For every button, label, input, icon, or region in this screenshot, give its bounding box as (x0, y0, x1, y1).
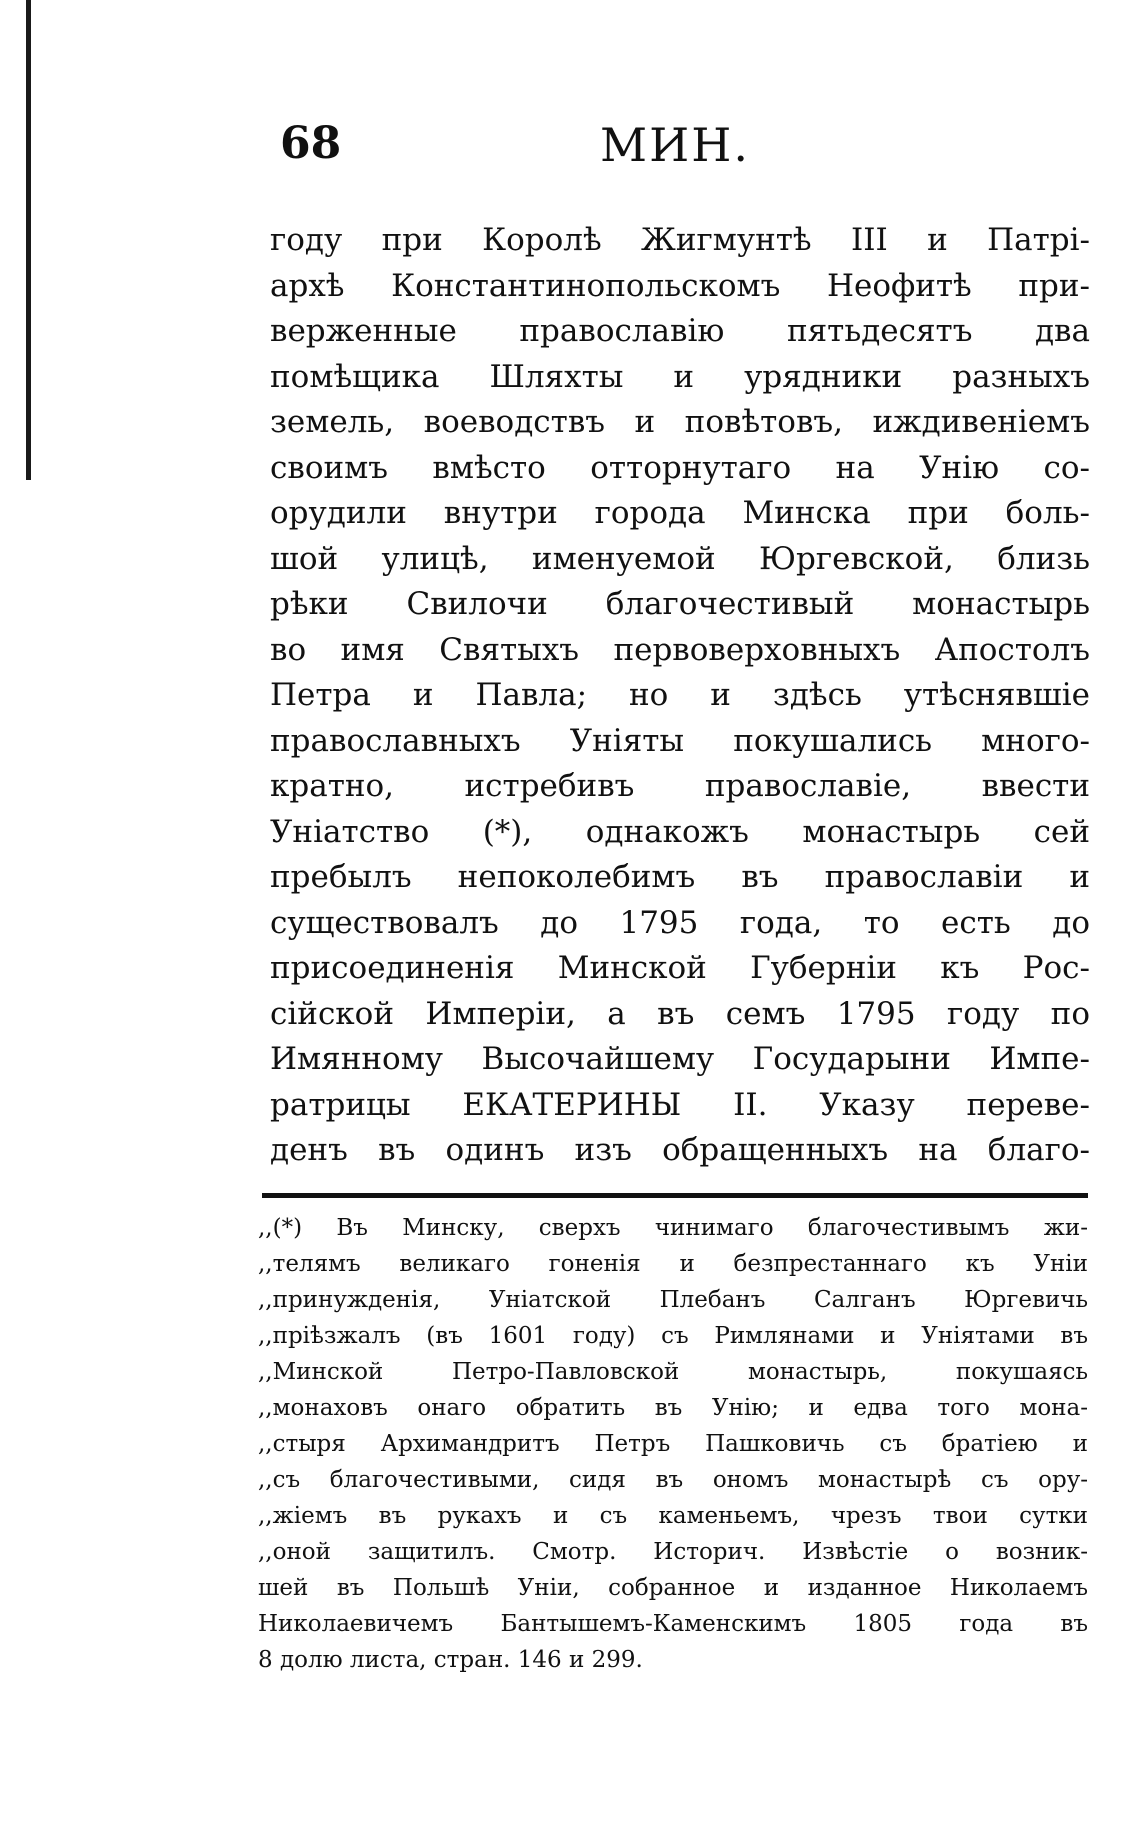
footnote-divider (262, 1193, 1088, 1198)
footnote-line: ,,Минской Петро-Павловской монастырь, покушаясь (258, 1359, 1088, 1385)
footnote-line: ,,жіемъ въ рукахъ и съ каменьемъ, чрезъ твои сутки (258, 1503, 1088, 1529)
body-line: пребылъ непоколебимъ въ православіи и (270, 859, 1090, 895)
body-line: присоединенія Минской Губерніи къ Рос- (270, 950, 1090, 986)
body-line: во имя Святыхъ первоверховныхъ Апостолъ (270, 631, 1090, 668)
body-line: кратно, истребивъ православіе, ввести (270, 768, 1090, 804)
running-head: МИН. (600, 118, 750, 172)
body-line: рѣки Свилочи благочестивый монастырь (270, 586, 1090, 622)
body-text (270, 218, 1090, 1174)
footnote-line: Николаевичемъ Бантышемъ-Каменскимъ 1805 года въ (258, 1611, 1088, 1637)
footnote-line: 8 долю листа, стран. 146 и 299. (258, 1647, 643, 1673)
binding-edge (26, 0, 31, 480)
footnote-line: шей въ Польшѣ Уніи, собранное и изданное Николаемъ (258, 1575, 1088, 1601)
body-line: шой улицѣ, именуемой Юргевской, близь (270, 540, 1090, 577)
footnote-line: ,,оной защитилъ. Смотр. Историч. Извѣстіе о возник- (258, 1539, 1088, 1565)
body-line: году при Королѣ Жигмунтѣ III и Патрі- (270, 222, 1090, 258)
body-line: помѣщика Шляхты и урядники разныхъ (270, 358, 1090, 395)
footnote-line: ,,телямъ великаго гоненія и безпрестаннаго къ Уніи (258, 1251, 1088, 1277)
footnote-line: ,,монаховъ онаго обратить въ Унію; и едва того мона- (258, 1395, 1088, 1421)
body-line: Имянному Высочайшему Государыни Импе- (270, 1041, 1090, 1077)
body-line: земель, воеводствъ и повѣтовъ, иждивеніемъ (270, 404, 1090, 440)
body-line: Уніатство (*), однакожъ монастырь сей (270, 813, 1090, 850)
page-number: 68 (280, 118, 342, 169)
body-line: существовалъ до 1795 года, то есть до (270, 904, 1090, 941)
body-line: архѣ Константинопольскомъ Неофитѣ при- (270, 267, 1090, 304)
body-line: орудили внутри города Минска при боль- (270, 495, 1090, 531)
footnote-line: ,,пріѣзжалъ (въ 1601 году) съ Римлянами и Уніятами въ (258, 1323, 1088, 1349)
body-line: денъ въ одинъ изъ обращенныхъ на благо- (270, 1132, 1090, 1168)
footnote-line: ,,стыря Архимандритъ Петръ Пашковичь съ братіею и (258, 1431, 1088, 1457)
body-line: православныхъ Уніяты покушались много- (270, 722, 1090, 759)
body-line: ратрицы ЕКАТЕРИНЫ II. Указу переве- (270, 1086, 1090, 1123)
footnote-line: ,,(*) Въ Минску, сверхъ чинимаго благочестивымъ жи- (258, 1215, 1088, 1241)
body-line: Петра и Павла; но и здѣсь утѣснявшіе (270, 677, 1090, 713)
footnote (258, 1210, 1088, 1678)
body-line: верженные православію пятьдесятъ два (270, 313, 1090, 349)
page-header (280, 118, 1080, 178)
footnote-line: ,,принужденія, Уніатской Плебанъ Салганъ Юргевичь (258, 1287, 1088, 1313)
body-line: сійской Имперіи, а въ семъ 1795 году по (270, 995, 1090, 1032)
footnote-line: ,,съ благочестивыми, сидя въ ономъ монастырѣ съ ору- (258, 1467, 1088, 1493)
body-line: своимъ вмѣсто отторнутаго на Унію со- (270, 449, 1090, 486)
